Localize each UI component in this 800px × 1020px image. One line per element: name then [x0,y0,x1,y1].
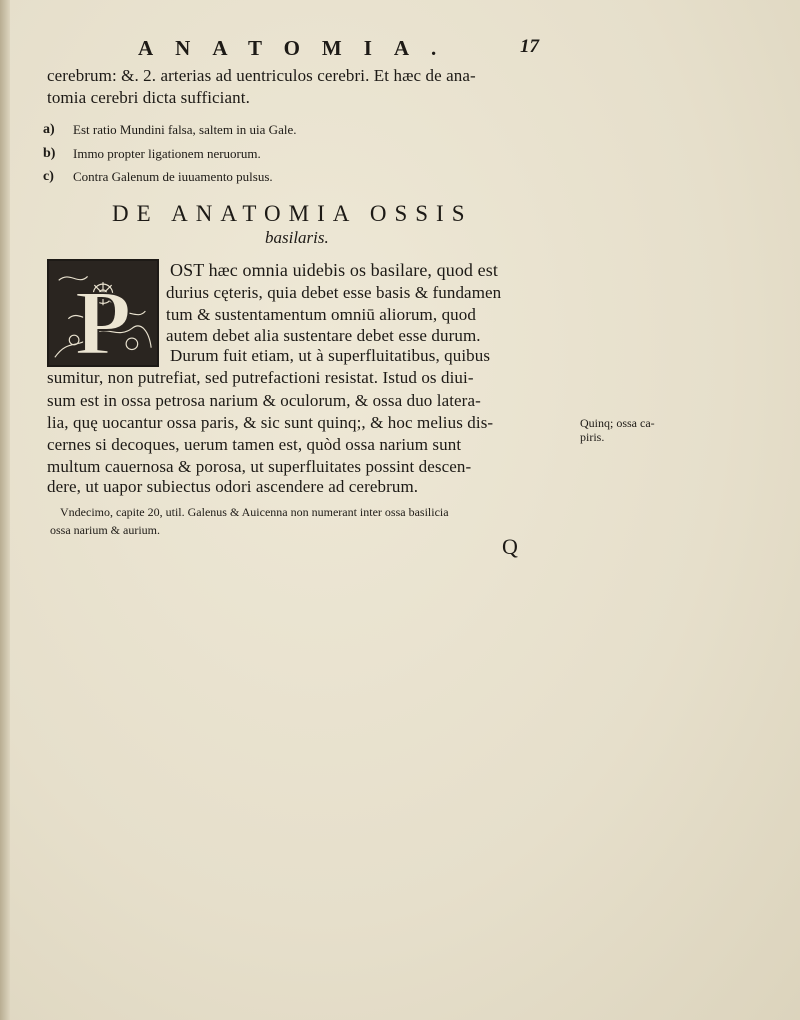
footnote-marker: c) [43,169,54,184]
section-subtitle: basilaris. [265,228,329,247]
paragraph-line: dere, ut uapor subiectus odori ascendere ad cerebrum. [47,477,419,496]
marginal-note-line: piris. [580,430,605,444]
running-head: ANATOMIA. [138,36,459,60]
paragraph-line: durius cęteris, quia debet esse basis & fundamen [166,283,502,302]
catchword: Q [502,534,518,559]
marginal-note [580,416,655,444]
paragraph-line: sumitur, non putrefiat, sed putrefactioni resistat. Istud os diui- [47,368,474,387]
continuation-line: cerebrum: &. 2. arterias ad uentriculos cerebri. Et hæc de ana- [47,66,476,85]
paragraph-line: OST hæc omnia uidebis os basilare, quod est [170,260,498,280]
footnote-marker: b) [43,146,56,161]
continuation-line: tomia cerebri dicta sufficiant. [47,88,250,107]
initial-letter: P [74,271,132,365]
bottom-note-line: Vndecimo, capite 20, util. Galenus & Auicenna non numerant inter ossa basilicia [60,505,449,519]
footnote-text: Immo propter ligationem neruorum. [73,146,261,161]
paragraph-line: autem debet alia sustentare debet esse durum. [166,326,481,345]
paragraph-line: multum cauernosa & porosa, ut superfluitates possint descen- [47,457,472,476]
floral-initial-icon [49,261,157,365]
marginal-note-line: Quinq; ossa ca- [580,416,655,430]
paragraph-line: Durum fuit etiam, ut à superfluitatibus, quibus [170,346,491,365]
page-gutter [0,0,10,1020]
footnote-text: Est ratio Mundini falsa, saltem in uia Gale. [73,122,297,137]
footnote-text: Contra Galenum de iuuamento pulsus. [73,169,273,184]
decorated-initial [47,259,159,367]
bottom-note-line: ossa narium & aurium. [50,523,160,537]
folio-number: 17 [520,36,539,57]
section-title: DE ANATOMIA OSSIS [112,201,473,226]
paragraph-line: lia, quę uocantur ossa paris, & sic sunt quinq;, & hoc melius dis- [47,413,494,432]
paragraph-line: cernes si decoques, uerum tamen est, quòd ossa narium sunt [47,435,462,454]
paragraph-line: sum est in ossa petrosa narium & oculorum, & ossa duo latera- [47,391,481,410]
footnote-marker: a) [43,122,55,137]
paragraph-line: tum & sustentamentum omniū aliorum, quod [166,305,476,324]
